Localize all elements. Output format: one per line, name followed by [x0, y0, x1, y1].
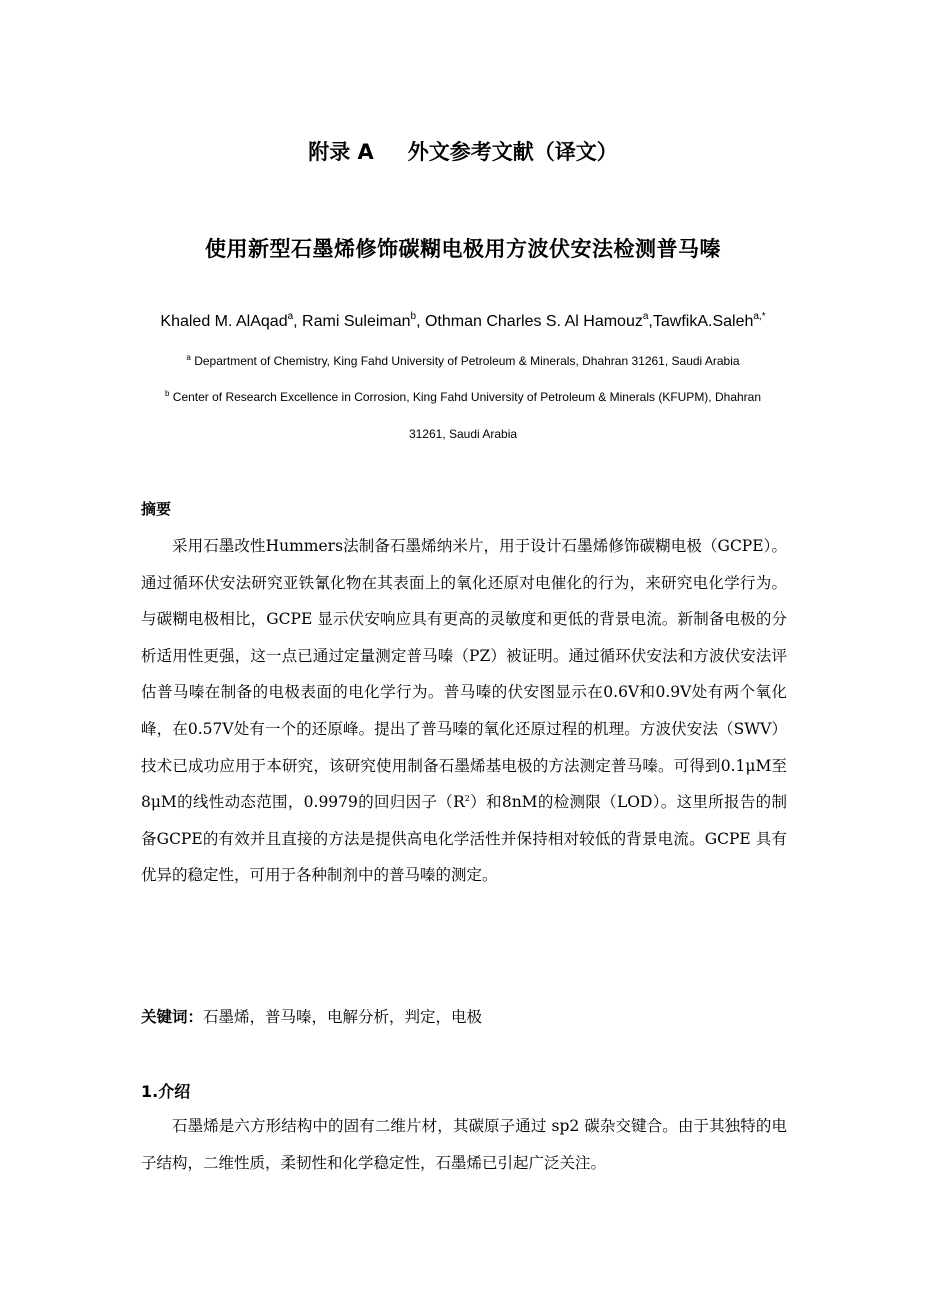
author-name: Othman Charles S. Al Hamouz	[424, 313, 643, 330]
appendix-heading: 外文参考文献（译文）	[407, 140, 618, 164]
author-affil-mark: a	[642, 311, 649, 322]
affiliation-a	[0, 354, 926, 368]
abstract-paragraph	[141, 528, 787, 894]
author-list	[0, 313, 926, 331]
affiliation-b	[0, 390, 926, 404]
author-affil-mark: a	[287, 311, 294, 322]
r-squared-exponent: 2	[464, 794, 470, 804]
author-separator: ,	[293, 313, 303, 330]
affiliation-mark: a	[186, 353, 191, 362]
affiliation-text: Center of Research Excellence in Corrosion, King Fahd University of Petroleum & Minerals (KFUPM), Dhahran	[169, 390, 762, 404]
affiliation-b-continued: 31261, Saudi Arabia	[408, 427, 518, 441]
author-separator: ,	[416, 313, 425, 330]
appendix-label: 附录 A	[308, 140, 374, 164]
affiliation-mark: b	[164, 389, 170, 398]
author-affil-mark: a,*	[753, 311, 766, 322]
author-affil-mark: b	[410, 311, 417, 322]
abstract-heading: 摘要	[141, 500, 172, 518]
introduction-paragraph: 石墨烯是六方形结构中的固有二维片材，其碳原子通过 sp2 碳杂交键合。由于其独特的电子结构，二维性质，柔韧性和化学稳定性，石墨烯已引起广泛关注。	[141, 1117, 787, 1172]
author-name: Khaled M. AlAqad	[160, 313, 288, 330]
introduction-heading: 1.介绍	[141, 1082, 191, 1101]
affiliation-text: Department of Chemistry, King Fahd University of Petroleum & Minerals, Dhahran 31261, Saudi Arabia	[190, 354, 740, 368]
keywords-label: 关键词：	[141, 1008, 204, 1026]
keywords-text: 石墨烯，普马嗪，电解分析，判定，电极	[203, 1008, 483, 1026]
appendix-title	[0, 136, 926, 166]
abstract-text-continued: ）和8nM的检测限（LOD）。这里所报告的制备GCPE的有效并且直接的方法是提供高电化学活性并保持相对较低的背景电流。GCPE 具有优异的稳定性，可用于各种制剂中的普马嗪的测定。	[141, 793, 787, 885]
author-name: Rami Suleiman	[302, 313, 411, 330]
abstract-text: 采用石墨改性Hummers法制备石墨烯纳米片，用于设计石墨烯修饰碳糊电极（GCPE）。通过循环伏安法研究亚铁氰化物在其表面上的氧化还原对电催化的行为，来研究电化学行为。与碳糊电极相比，GCPE 显示伏安响应具有更高的灵敏度和更低的背景电流。新制备电极的分析适用性更强，这一点已通过定量测定普马嗪（PZ）被证明。通过循环伏安法和方波伏安法评估普马嗪在制备的电极表面的电化学行为。普马嗪的伏安图显示在0.6V和0.9V处有两个氧化峰，在0.57V处有一个的还原峰。提出了普马嗪的氧化还原过程的机理。方波伏安法（SWV）技术已成功应用于本研究，该研究使用制备石墨烯基电极的方法测定普马嗪。可得到0.1μM至8μM的线性动态范围，0.9979的回归因子（R	[141, 537, 787, 812]
paper-title: 使用新型石墨烯修饰碳糊电极用方波伏安法检测普马嗪	[205, 237, 721, 261]
author-name: TawfikA.Saleh	[652, 313, 754, 330]
keywords-line	[141, 1005, 787, 1027]
author-separator: ,	[648, 313, 653, 330]
